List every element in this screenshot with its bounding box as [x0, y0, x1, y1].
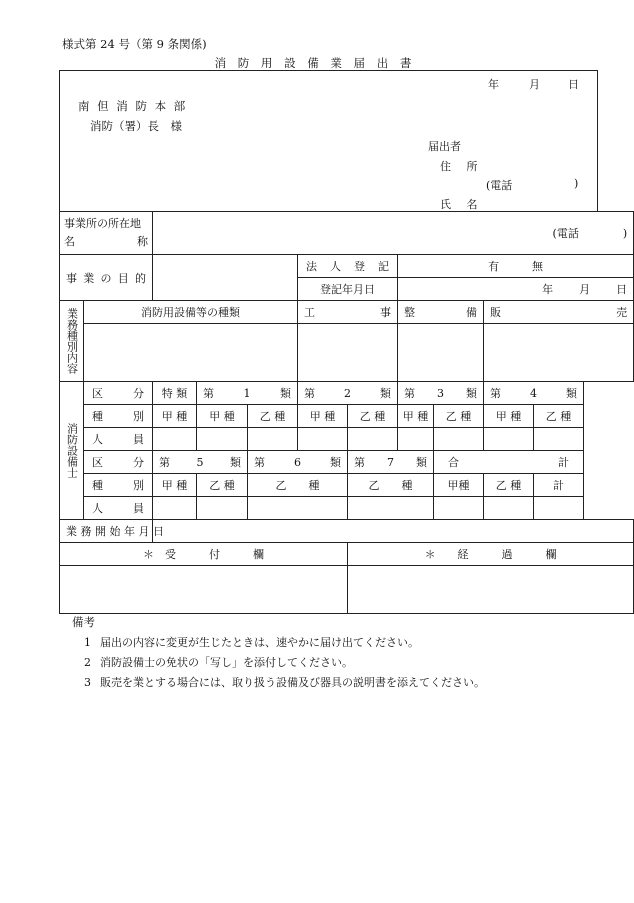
staff-field[interactable]: [153, 497, 197, 520]
staff-label-2: 人 員: [84, 497, 153, 520]
name-label-a: 名: [64, 235, 75, 248]
type-cell: 乙 種: [534, 405, 584, 428]
staff-field[interactable]: [348, 428, 398, 451]
application-form-table: [59, 211, 634, 614]
name-label-b: 称: [137, 235, 148, 248]
remark-text: 届出の内容に変更が生じたときは、速やかに届け出てください。: [100, 636, 419, 649]
remark-text: 販売を業とする場合には、取り扱う設備及び器具の説明書を添えてください。: [100, 676, 485, 689]
staff-field[interactable]: [197, 428, 248, 451]
staff-field[interactable]: [248, 428, 298, 451]
category-label: 区 分: [84, 382, 153, 405]
business-start-date-field[interactable]: [153, 520, 634, 543]
work-label: [298, 301, 398, 324]
work-field[interactable]: [298, 324, 398, 382]
filer-phone-close: ): [574, 177, 579, 190]
type-cell: 乙 種: [197, 474, 248, 497]
maintenance-label: [398, 301, 484, 324]
sales-field[interactable]: [484, 324, 634, 382]
sales-label-a: 販: [490, 306, 501, 319]
reg-month: 月: [579, 283, 591, 296]
corp-registration-value[interactable]: 有 無: [398, 255, 634, 278]
type-cell: 甲 種: [197, 405, 248, 428]
filing-header: [59, 70, 598, 212]
remark-item: [84, 654, 353, 670]
type-cell: 甲 種: [153, 405, 197, 428]
sales-label-b: 売: [616, 306, 628, 319]
registration-date-label: 登記年月日: [298, 278, 398, 301]
type-cell: 甲種: [434, 474, 484, 497]
date-day: 日: [568, 78, 579, 91]
business-phone: (電話 ): [552, 227, 628, 240]
class-special-header: 特 類: [153, 382, 197, 405]
reception-field[interactable]: [60, 566, 348, 614]
type-cell: 甲 種: [484, 405, 534, 428]
type-label: 種 別: [84, 405, 153, 428]
filing-date[interactable]: [488, 76, 579, 92]
staff-field[interactable]: [153, 428, 197, 451]
date-year: 年: [488, 78, 499, 91]
document-title: 消 防 用 設 備 業 届 出 書: [214, 56, 416, 70]
form-number: 様式第 24 号（第 9 条関係): [62, 37, 207, 51]
class-5-header: 第 5 類: [153, 451, 248, 474]
staff-label: 人 員: [84, 428, 153, 451]
type-cell: 乙 種: [348, 405, 398, 428]
business-start-date-label: 業 務 開 始 年 月 日: [60, 520, 153, 543]
recipient-line-1: 南 但 消 防 本 部: [78, 99, 188, 113]
type-cell: 計: [534, 474, 584, 497]
remark-number: 2: [84, 656, 91, 669]
category-label-2: 区 分: [84, 451, 153, 474]
filer-address-label: 住 所: [440, 160, 484, 173]
type-cell: 乙 種: [484, 474, 534, 497]
business-purpose-field[interactable]: [153, 255, 298, 301]
filer-phone-label: (電話: [486, 179, 513, 192]
staff-field[interactable]: [248, 497, 348, 520]
staff-field[interactable]: [398, 428, 434, 451]
class-7-header: 第 7 類: [348, 451, 434, 474]
maint-label-b: 備: [466, 306, 477, 319]
work-label-a: 工: [304, 306, 315, 319]
class-3-header: 第 3 類: [398, 382, 484, 405]
equipment-type-field[interactable]: [84, 324, 298, 382]
type-cell: 甲 種: [398, 405, 434, 428]
class-1-header: 第 1 類: [197, 382, 298, 405]
staff-field[interactable]: [348, 497, 434, 520]
type-cell: 乙 種: [248, 405, 298, 428]
remarks-title: 備考: [72, 615, 95, 629]
business-location-field[interactable]: [153, 212, 634, 255]
corp-registration-label: 法 人 登 記: [298, 255, 398, 278]
staff-field[interactable]: [484, 428, 534, 451]
remark-text: 消防設備士の免状の「写し」を添付してください。: [100, 656, 353, 669]
progress-column-label: ＊ 経 過 欄: [348, 543, 634, 566]
staff-field[interactable]: [434, 497, 484, 520]
equipment-type-label: 消防用設備等の種類: [84, 301, 298, 324]
business-type-label: 業務種別内容: [60, 301, 84, 382]
remark-item: [84, 674, 485, 690]
maintenance-field[interactable]: [398, 324, 484, 382]
filer-label: 届出者: [428, 140, 461, 153]
business-location-label: [60, 212, 153, 255]
staff-field[interactable]: [298, 428, 348, 451]
remark-item: [84, 634, 419, 650]
staff-field[interactable]: [197, 497, 248, 520]
type-cell: 乙 種: [348, 474, 434, 497]
staff-field[interactable]: [484, 497, 534, 520]
staff-field[interactable]: [534, 428, 584, 451]
staff-field[interactable]: [534, 497, 584, 520]
recipient-line-2: 消防（署）長 様: [90, 119, 182, 133]
type-cell: 乙 種: [434, 405, 484, 428]
type-cell: 乙 種: [248, 474, 348, 497]
date-month: 月: [529, 78, 540, 91]
registration-date-field[interactable]: [398, 278, 634, 301]
work-label-b: 事: [380, 306, 391, 319]
reg-year: 年: [542, 283, 554, 296]
reception-column-label: ＊ 受 付 欄: [60, 543, 348, 566]
remark-number: 3: [84, 676, 91, 689]
reg-day: 日: [616, 283, 628, 296]
maint-label-a: 整: [404, 306, 415, 319]
fire-engineer-label: 消防設備士: [60, 382, 84, 520]
type-label-2: 種 別: [84, 474, 153, 497]
business-purpose-label: 事 業 の 目 的: [60, 255, 153, 301]
staff-field[interactable]: [434, 428, 484, 451]
remark-number: 1: [84, 636, 91, 649]
class-2-header: 第 2 類: [298, 382, 398, 405]
type-cell: 甲 種: [153, 474, 197, 497]
total-header: 合 計: [434, 451, 584, 474]
class-4-header: 第 4 類: [484, 382, 584, 405]
sales-label: [484, 301, 634, 324]
class-6-header: 第 6 類: [248, 451, 348, 474]
progress-field[interactable]: [348, 566, 634, 614]
filer-name-label: 氏 名: [440, 198, 484, 211]
type-cell: 甲 種: [298, 405, 348, 428]
location-label-text: 事業所の所在地: [64, 217, 141, 230]
